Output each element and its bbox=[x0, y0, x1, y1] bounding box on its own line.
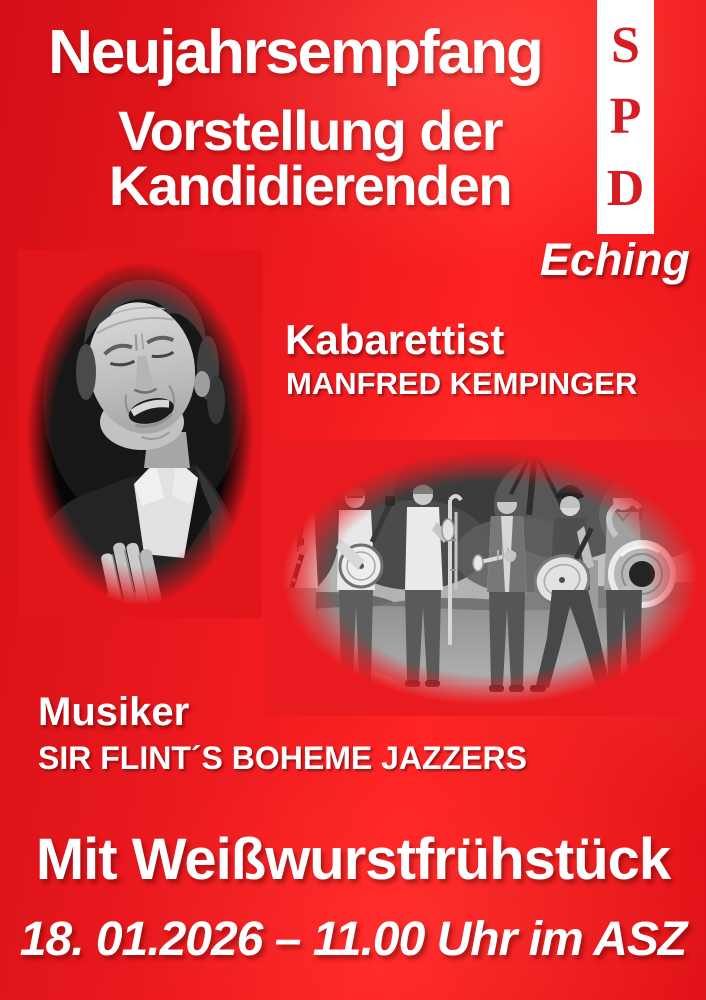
headline-line2-3 bbox=[30, 99, 590, 217]
cabaret-role-label: Kabarettist bbox=[285, 316, 505, 363]
headline-line3: Kandidierenden bbox=[108, 153, 512, 217]
portrait-illustration bbox=[18, 250, 262, 618]
band-name: SIR FLINT´S BOHEME JAZZERS bbox=[38, 740, 527, 776]
spd-logo-box bbox=[597, 0, 654, 234]
kabarettist-portrait-photo bbox=[18, 250, 262, 618]
jazz-band-photo bbox=[264, 440, 706, 716]
spd-location-label: Eching bbox=[539, 234, 690, 285]
spd-letter-p: P bbox=[609, 88, 642, 145]
cabaret-artist-name: MANFRED KEMPINGER bbox=[286, 366, 638, 401]
event-date-time-location: 18. 01.2026 – 11.00 Uhr im ASZ bbox=[19, 913, 687, 966]
headline-line2: Vorstellung der bbox=[117, 99, 503, 162]
spd-letter-s: S bbox=[611, 16, 640, 74]
band-illustration bbox=[264, 440, 706, 716]
music-role-label: Musiker bbox=[38, 690, 190, 734]
headline-line1: Neujahrsempfang bbox=[48, 18, 542, 87]
footer-headline: Mit Weißwurstfrühstück bbox=[35, 827, 671, 892]
spd-letter-d: D bbox=[606, 159, 645, 217]
